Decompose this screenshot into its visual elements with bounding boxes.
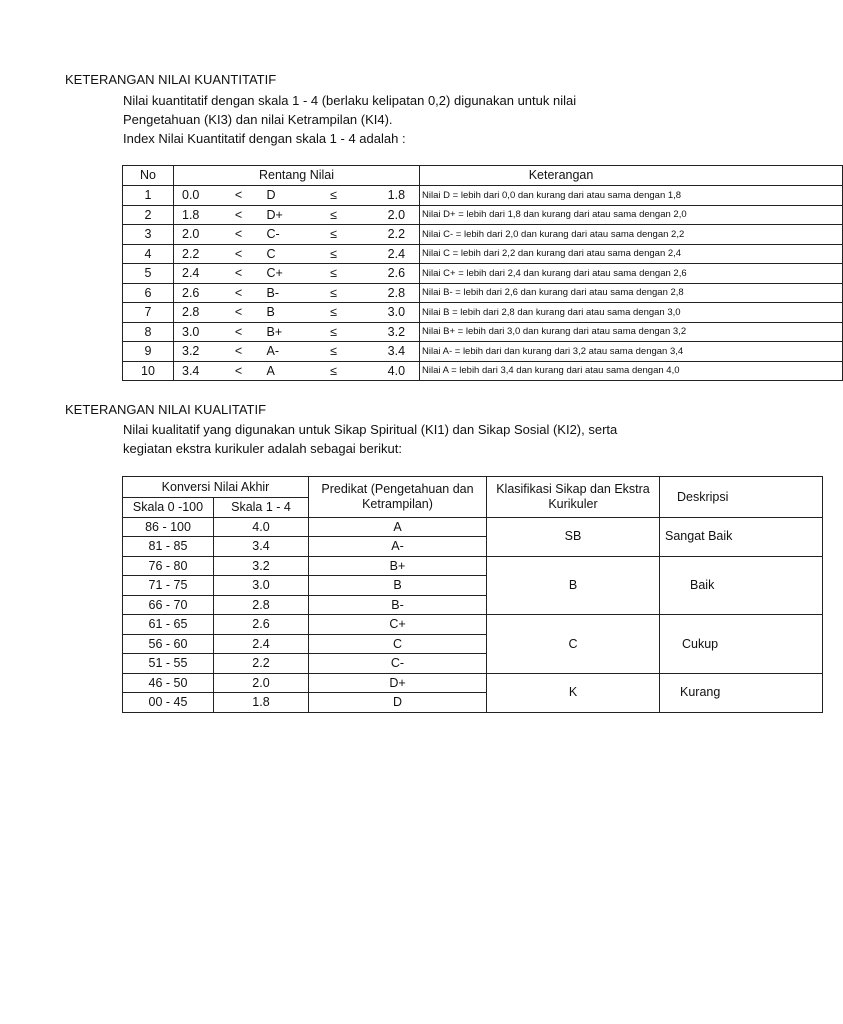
range-grade: C	[254, 244, 318, 264]
less-equal-symbol: ≤	[318, 303, 350, 323]
range-grade: B	[254, 303, 318, 323]
range-low: 3.0	[174, 322, 224, 342]
predikat-value: B	[309, 576, 487, 596]
row-number: 6	[123, 283, 174, 303]
predikat-value: C	[309, 634, 487, 654]
range-low: 0.0	[174, 186, 224, 206]
section-title-kualitatif: KETERANGAN NILAI KUALITATIF	[65, 402, 267, 417]
less-than-symbol: <	[224, 264, 254, 284]
less-than-symbol: <	[224, 322, 254, 342]
row-number: 1	[123, 186, 174, 206]
range-low: 2.0	[174, 225, 224, 245]
row-number: 4	[123, 244, 174, 264]
skala-4-value: 3.4	[214, 537, 309, 557]
skala-100-value: 46 - 50	[123, 673, 214, 693]
table-row	[123, 205, 843, 225]
range-high: 2.8	[350, 283, 420, 303]
predikat-value: A	[309, 517, 487, 537]
range-grade: D	[254, 186, 318, 206]
predikat-value: D	[309, 693, 487, 713]
klasifikasi-value: B	[487, 556, 660, 615]
less-equal-symbol: ≤	[318, 322, 350, 342]
row-description: Nilai A = lebih dari 3,4 dan kurang dari atau sama dengan 4,0	[420, 361, 843, 381]
table-kuantitatif	[122, 165, 843, 381]
paragraph-line: Index Nilai Kuantitatif dengan skala 1 - 4 adalah :	[123, 131, 406, 146]
paragraph-line: kegiatan ekstra kurikuler adalah sebagai berikut:	[123, 441, 402, 456]
row-number: 10	[123, 361, 174, 381]
table-kualitatif-container	[122, 476, 733, 710]
predikat-value: C+	[309, 615, 487, 635]
range-grade: A-	[254, 342, 318, 362]
header-konversi: Konversi Nilai Akhir	[123, 477, 309, 498]
klasifikasi-value: C	[487, 615, 660, 674]
less-equal-symbol: ≤	[318, 264, 350, 284]
table-row	[123, 322, 843, 342]
range-grade: B+	[254, 322, 318, 342]
paragraph-line: Nilai kuantitatif dengan skala 1 - 4 (berlaku kelipatan 0,2) digunakan untuk nilai	[123, 93, 577, 108]
header-predikat: Predikat (Pengetahuan dan Ketrampilan)	[309, 477, 487, 518]
row-description: Nilai D = lebih dari 0,0 dan kurang dari atau sama dengan 1,8	[420, 186, 843, 206]
skala-4-value: 2.0	[214, 673, 309, 693]
deskripsi-value: Sangat Baik	[660, 517, 823, 556]
predikat-value: B+	[309, 556, 487, 576]
skala-100-value: 00 - 45	[123, 693, 214, 713]
table-kuantitatif-container	[122, 165, 703, 381]
less-than-symbol: <	[224, 225, 254, 245]
header-no: No	[123, 166, 174, 186]
range-grade: C-	[254, 225, 318, 245]
row-number: 8	[123, 322, 174, 342]
less-than-symbol: <	[224, 342, 254, 362]
less-than-symbol: <	[224, 361, 254, 381]
range-grade: D+	[254, 205, 318, 225]
table-row	[123, 342, 843, 362]
row-description: Nilai A- = lebih dari dan kurang dari 3,2 atau sama dengan 3,4	[420, 342, 843, 362]
table-row	[123, 361, 843, 381]
skala-100-value: 81 - 85	[123, 537, 214, 557]
skala-100-value: 51 - 55	[123, 654, 214, 674]
range-grade: B-	[254, 283, 318, 303]
row-number: 2	[123, 205, 174, 225]
skala-4-value: 2.2	[214, 654, 309, 674]
range-high: 3.4	[350, 342, 420, 362]
range-low: 2.4	[174, 264, 224, 284]
less-equal-symbol: ≤	[318, 186, 350, 206]
row-description: Nilai C- = lebih dari 2,0 dan kurang dari atau sama dengan 2,2	[420, 225, 843, 245]
range-low: 2.8	[174, 303, 224, 323]
row-description: Nilai C+ = lebih dari 2,4 dan kurang dari atau sama dengan 2,6	[420, 264, 843, 284]
less-equal-symbol: ≤	[318, 361, 350, 381]
skala-100-value: 86 - 100	[123, 517, 214, 537]
row-description: Nilai B- = lebih dari 2,6 dan kurang dari atau sama dengan 2,8	[420, 283, 843, 303]
table-row	[123, 283, 843, 303]
range-high: 2.2	[350, 225, 420, 245]
range-grade: C+	[254, 264, 318, 284]
header-deskripsi: Deskripsi	[660, 477, 823, 518]
range-high: 3.2	[350, 322, 420, 342]
row-number: 9	[123, 342, 174, 362]
skala-100-value: 61 - 65	[123, 615, 214, 635]
skala-4-value: 4.0	[214, 517, 309, 537]
table-row	[123, 225, 843, 245]
skala-4-value: 1.8	[214, 693, 309, 713]
predikat-value: C-	[309, 654, 487, 674]
skala-4-value: 2.4	[214, 634, 309, 654]
deskripsi-value: Baik	[660, 556, 823, 615]
skala-100-value: 76 - 80	[123, 556, 214, 576]
range-low: 2.6	[174, 283, 224, 303]
range-high: 3.0	[350, 303, 420, 323]
predikat-value: A-	[309, 537, 487, 557]
table-row	[123, 517, 823, 537]
table-row	[123, 615, 823, 635]
less-than-symbol: <	[224, 186, 254, 206]
row-number: 3	[123, 225, 174, 245]
less-than-symbol: <	[224, 244, 254, 264]
header-skala-4: Skala 1 - 4	[214, 498, 309, 518]
table-row	[123, 186, 843, 206]
range-low: 3.4	[174, 361, 224, 381]
row-description: Nilai C = lebih dari 2,2 dan kurang dari atau sama dengan 2,4	[420, 244, 843, 264]
range-high: 2.0	[350, 205, 420, 225]
section-title-kuantitatif: KETERANGAN NILAI KUANTITATIF	[65, 72, 277, 87]
range-high: 2.4	[350, 244, 420, 264]
predikat-value: D+	[309, 673, 487, 693]
table-kualitatif	[122, 476, 823, 713]
deskripsi-value: Cukup	[660, 615, 823, 674]
range-low: 2.2	[174, 244, 224, 264]
range-grade: A	[254, 361, 318, 381]
header-keterangan: Keterangan	[420, 166, 843, 186]
skala-4-value: 3.2	[214, 556, 309, 576]
skala-100-value: 71 - 75	[123, 576, 214, 596]
header-rentang-nilai: Rentang Nilai	[174, 166, 420, 186]
paragraph-line: Nilai kualitatif yang digunakan untuk Sikap Spiritual (KI1) dan Sikap Sosial (KI2), serta	[123, 422, 618, 437]
paragraph-line: Pengetahuan (KI3) dan nilai Ketrampilan (KI4).	[123, 112, 393, 127]
skala-4-value: 3.0	[214, 576, 309, 596]
row-number: 5	[123, 264, 174, 284]
table-row	[123, 244, 843, 264]
skala-4-value: 2.8	[214, 595, 309, 615]
table-row	[123, 673, 823, 693]
table-row	[123, 264, 843, 284]
skala-4-value: 2.6	[214, 615, 309, 635]
less-than-symbol: <	[224, 205, 254, 225]
row-number: 7	[123, 303, 174, 323]
range-low: 1.8	[174, 205, 224, 225]
less-equal-symbol: ≤	[318, 225, 350, 245]
skala-100-value: 66 - 70	[123, 595, 214, 615]
less-equal-symbol: ≤	[318, 342, 350, 362]
less-than-symbol: <	[224, 283, 254, 303]
klasifikasi-value: K	[487, 673, 660, 712]
header-klasifikasi: Klasifikasi Sikap dan Ekstra Kurikuler	[487, 477, 660, 518]
table-row	[123, 556, 823, 576]
row-description: Nilai D+ = lebih dari 1,8 dan kurang dari atau sama dengan 2,0	[420, 205, 843, 225]
deskripsi-value: Kurang	[660, 673, 823, 712]
row-description: Nilai B+ = lebih dari 3,0 dan kurang dari atau sama dengan 3,2	[420, 322, 843, 342]
less-equal-symbol: ≤	[318, 205, 350, 225]
table-row	[123, 303, 843, 323]
range-high: 1.8	[350, 186, 420, 206]
skala-100-value: 56 - 60	[123, 634, 214, 654]
range-high: 4.0	[350, 361, 420, 381]
less-than-symbol: <	[224, 303, 254, 323]
range-high: 2.6	[350, 264, 420, 284]
row-description: Nilai B = lebih dari 2,8 dan kurang dari atau sama dengan 3,0	[420, 303, 843, 323]
header-skala-100: Skala 0 -100	[123, 498, 214, 518]
less-equal-symbol: ≤	[318, 244, 350, 264]
less-equal-symbol: ≤	[318, 283, 350, 303]
klasifikasi-value: SB	[487, 517, 660, 556]
predikat-value: B-	[309, 595, 487, 615]
range-low: 3.2	[174, 342, 224, 362]
